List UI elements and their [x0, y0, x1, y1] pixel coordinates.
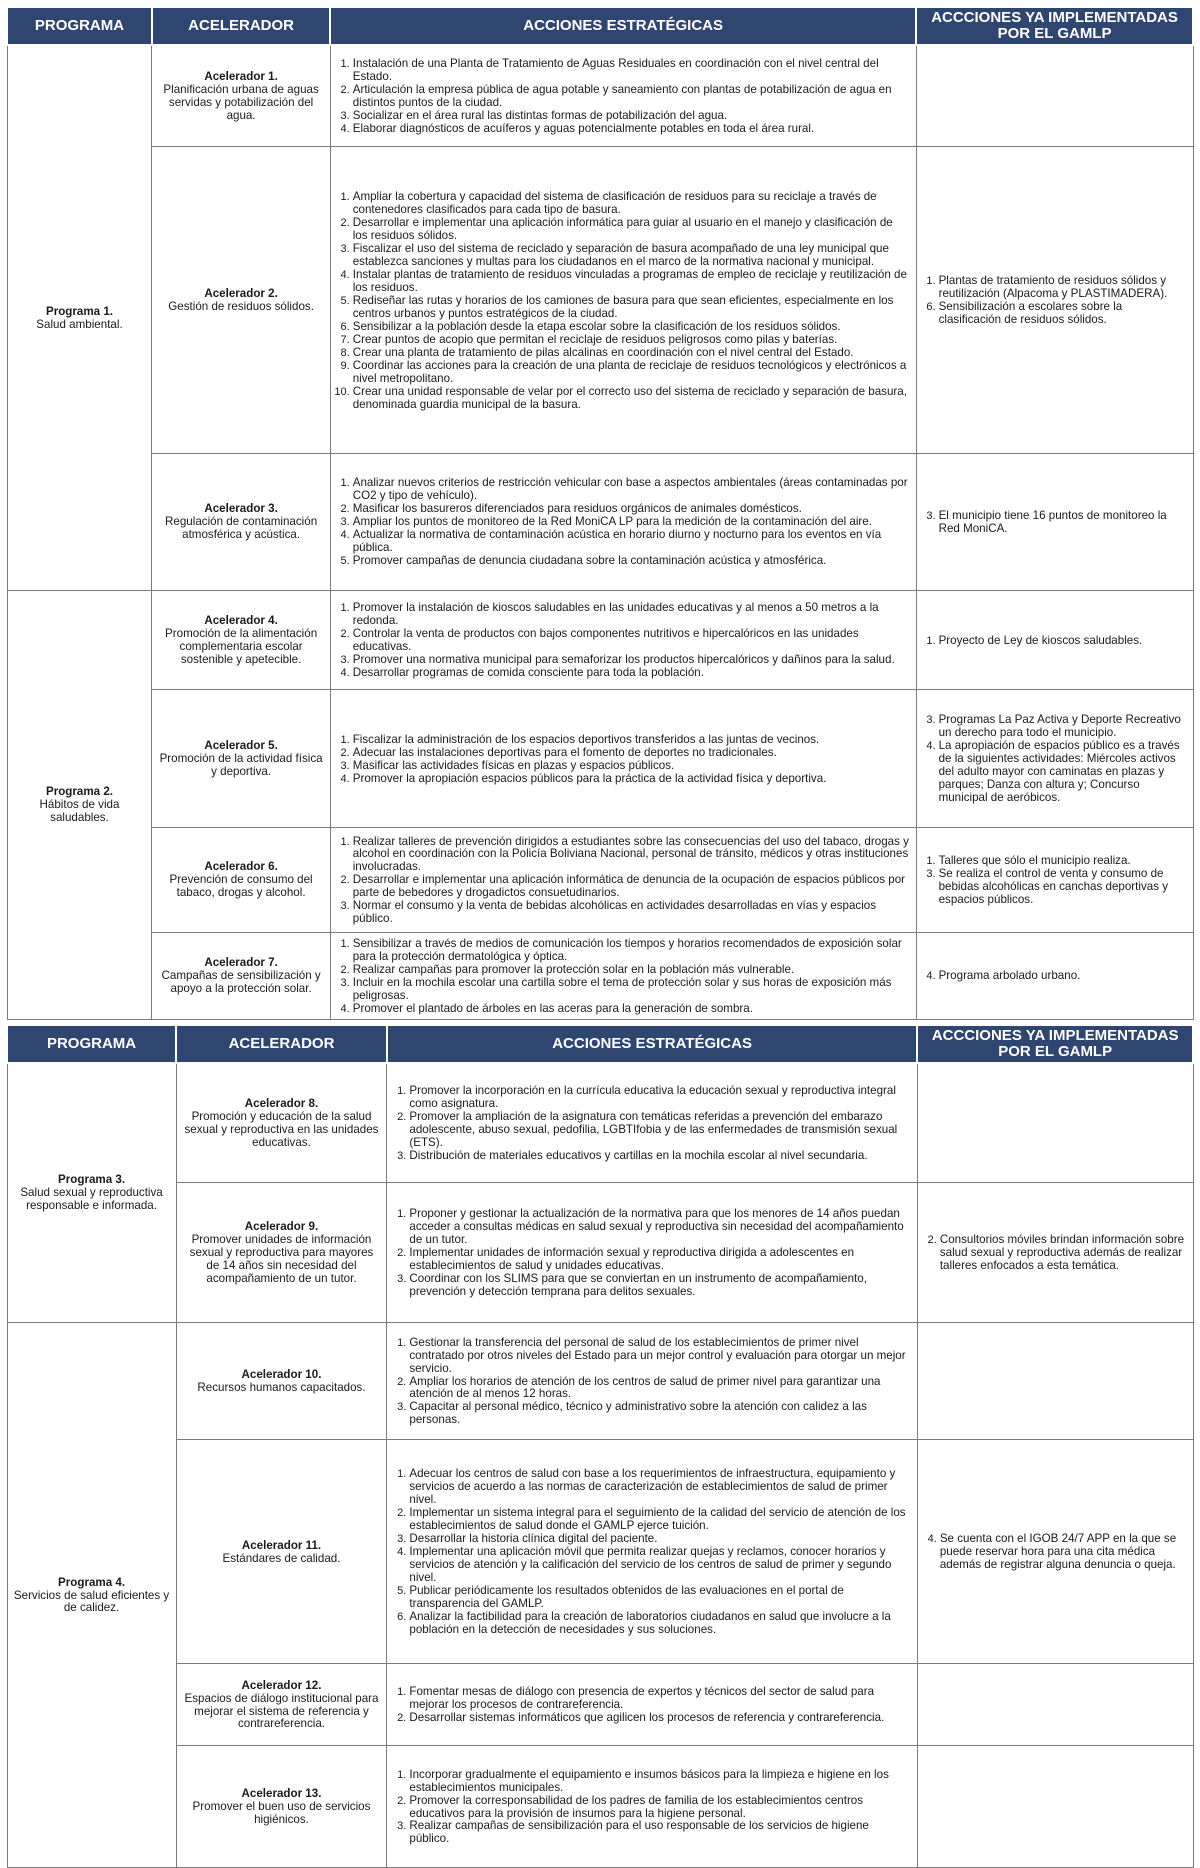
accelerator-name: Campañas de sensibilización y apoyo a la protección solar.	[161, 969, 321, 996]
accelerator-name: Gestión de residuos sólidos.	[168, 300, 314, 314]
accelerator-name: Estándares de calidad.	[222, 1551, 341, 1565]
header-acciones: ACCIONES ESTRATÉGICAS	[387, 1025, 917, 1063]
implemented-item: 3. Se realiza el control de venta y consumo de bebidas alcohólicas en canchas deportivas y espacios públicos.	[939, 867, 1187, 906]
implemented-cell	[916, 932, 1193, 1019]
implemented-list	[922, 1532, 1187, 1571]
accelerator-name: Regulación de contaminación atmosférica y acústica.	[165, 515, 318, 542]
action-item: 5. Promover campañas de denuncia ciudadana sobre la contaminación acústica y atmosférica.	[353, 554, 910, 567]
header-programa: PROGRAMA	[7, 7, 152, 45]
accelerator-cell	[176, 1063, 387, 1183]
implemented-cell	[917, 1664, 1193, 1746]
action-item: 3. Ampliar los puntos de monitoreo de la Red MoniCA LP para la medición de la contaminación del aire.	[353, 515, 910, 528]
action-item: 5. Publicar periódicamente los resultados obtenidos de las evaluaciones en el portal de transparencia del GAMLP.	[409, 1584, 910, 1610]
header-implementadas: ACCCIONES YA IMPLEMENTADAS POR EL GAMLP	[917, 1025, 1193, 1063]
accelerator-cell	[152, 453, 330, 590]
actions-list	[335, 937, 910, 1015]
accelerator-name: Promoción de la alimentación complementaria escolar sostenible y apetecible.	[165, 627, 318, 666]
accelerator-cell	[152, 590, 330, 689]
accelerator-name: Promover el buen uso de servicios higiénicos.	[192, 1800, 371, 1826]
action-item: 4. Promover el plantado de árboles en las aceras para la generación de sombra.	[353, 1002, 910, 1015]
action-item: 9. Coordinar las acciones para la creación de una planta de reciclaje de residuos tecnológicos y electrónicos a nivel metropolitano.	[353, 359, 910, 385]
action-item: 4. Promover la apropiación espacios públicos para la práctica de la actividad física y deportiva.	[353, 772, 910, 785]
table-row	[7, 828, 1193, 933]
strategy-table-part-2	[6, 1024, 1194, 1868]
table-row	[7, 690, 1193, 828]
accelerator-cell	[152, 690, 330, 828]
action-item: 4. Elaborar diagnósticos de acuíferos y aguas potencialmente potables en toda el área rural.	[353, 122, 910, 135]
action-item: 1. Promover la instalación de kioscos saludables en las unidades educativas y al menos a 50 metros a la redonda.	[353, 601, 910, 627]
header-acelerador: ACELERADOR	[176, 1025, 387, 1063]
table-row	[7, 590, 1193, 689]
action-item: 4. Actualizar la normativa de contaminación acústica en horario diurno y nocturno para los eventos en vía pública.	[353, 528, 910, 554]
actions-cell	[387, 1746, 917, 1868]
program-title: Programa 1.	[45, 304, 113, 318]
accelerator-title: Acelerador 1.	[204, 70, 278, 84]
accelerator-cell	[152, 828, 330, 933]
table-row	[7, 453, 1193, 590]
accelerator-name: Espacios de diálogo institucional para mejorar el sistema de referencia y contrareferencia.	[184, 1691, 379, 1731]
accelerator-cell	[152, 932, 330, 1019]
action-item: 4. Instalar plantas de tratamiento de residuos vinculadas a programas de empleo de reciclaje y reutilización de los residuos.	[353, 268, 910, 294]
header-acelerador: ACELERADOR	[152, 7, 330, 45]
accelerator-cell	[176, 1440, 387, 1664]
table-row	[7, 932, 1193, 1019]
program-title: Programa 4.	[58, 1575, 126, 1589]
actions-cell	[387, 1063, 917, 1183]
program-name: Salud ambiental.	[36, 317, 123, 331]
action-item: 3. Incluir en la mochila escolar una cartilla sobre el tema de protección solar y sus horas de exposición más peligrosas.	[353, 976, 910, 1002]
action-item: 3. Socializar en el área rural las distintas formas de potabilización del agua.	[353, 109, 910, 122]
strategy-table-part-1	[6, 6, 1194, 1020]
action-item: 1. Promover la incorporación en la currícula educativa la educación sexual y reproductiva integral como asignatura.	[409, 1084, 910, 1110]
program-cell	[7, 590, 152, 1019]
table-header-row	[7, 1025, 1193, 1063]
actions-cell	[330, 45, 916, 147]
accelerator-title: Acelerador 11.	[241, 1538, 322, 1552]
accelerator-cell	[176, 1323, 387, 1440]
action-item: 3. Fiscalizar el uso del sistema de reciclado y separación de basura acompañado de una ley municipal que establezca sanciones y multas para los ciudadanos en el marco de la normativa nacional y municipal.	[353, 242, 910, 268]
implemented-item: 3. Programas La Paz Activa y Deporte Recreativo un derecho para todo el municipio.	[939, 713, 1187, 739]
implemented-item: 4. Se cuenta con el IGOB 24/7 APP en la que se puede reservar hora para una cita médica además de registrar alguna denuncia o queja.	[940, 1532, 1187, 1571]
accelerator-title: Acelerador 13.	[241, 1787, 322, 1801]
accelerator-title: Acelerador 3.	[204, 502, 278, 516]
action-item: 2. Promover la ampliación de la asignatura con temáticas referidas a prevención del embarazo adolescente, abuso sexual, pedofilia, LGBTIfobia y de las enfermedades de transmisión sexual (ETS).	[409, 1110, 910, 1149]
action-item: 1. Proponer y gestionar la actualización de la normativa para que los menores de 14 años puedan acceder a consultas médicas en salud sexual y reproductiva sin necesidad del acompañamiento de un tutor.	[409, 1207, 910, 1246]
table-row	[7, 1183, 1193, 1323]
accelerator-title: Acelerador 7.	[204, 956, 278, 970]
header-implementadas: ACCCIONES YA IMPLEMENTADAS POR EL GAMLP	[916, 7, 1193, 45]
program-name: Salud sexual y reproductiva responsable e informada.	[20, 1186, 163, 1213]
implemented-list	[921, 274, 1187, 326]
action-item: 2. Implementar unidades de información sexual y reproductiva dirigida a adolescentes en establecimientos de salud y unidades educativas.	[409, 1246, 910, 1272]
accelerator-name: Prevención de consumo del tabaco, drogas y alcohol.	[169, 873, 313, 900]
program-title: Programa 3.	[58, 1173, 126, 1187]
accelerator-title: Acelerador 5.	[204, 739, 278, 753]
action-item: 10. Crear una unidad responsable de velar por el correcto uso del sistema de reciclado y separación de basura, denominada guardia municipal de la basura.	[353, 385, 910, 411]
implemented-cell	[917, 1063, 1193, 1183]
action-item: 1. Gestionar la transferencia del personal de salud de los establecimientos de primer nivel contratado por otros niveles del Estado para un mejor control y evaluación para otorgar un mejor servicio.	[409, 1336, 910, 1375]
implemented-cell	[916, 590, 1193, 689]
action-item: 1. Incorporar gradualmente el equipamiento e insumos básicos para la limpieza e higiene en los establecimientos municipales.	[409, 1768, 910, 1794]
action-item: 2. Ampliar los horarios de atención de los centros de salud de primer nivel para garantizar una atención de al menos 12 horas.	[409, 1375, 910, 1401]
actions-list	[391, 1768, 910, 1846]
action-item: 3. Distribución de materiales educativos y cartillas en la mochila escolar al nivel secundaria.	[409, 1149, 910, 1162]
action-item: 3. Desarrollar la historia clínica digital del paciente.	[409, 1532, 910, 1545]
accelerator-name: Planificación urbana de aguas servidas y potabilización del agua.	[163, 83, 319, 122]
actions-list	[335, 601, 910, 679]
action-item: 2. Promover la corresponsabilidad de los padres de familia de los establecimientos centros educativos para la provisión de insumos para la higiene personal.	[409, 1794, 910, 1820]
table-row	[7, 1323, 1193, 1440]
table-row	[7, 1664, 1193, 1746]
actions-cell	[387, 1323, 917, 1440]
header-programa: PROGRAMA	[7, 1025, 176, 1063]
actions-list	[335, 733, 910, 785]
implemented-cell	[916, 45, 1193, 147]
accelerator-cell	[176, 1746, 387, 1868]
accelerator-title: Acelerador 6.	[204, 860, 278, 874]
implemented-item: 1. Proyecto de Ley de kioscos saludables.	[939, 634, 1187, 647]
action-item: 2. Controlar la venta de productos con bajos componentes nutritivos e hipercalóricos en las unidades educativas.	[353, 627, 910, 653]
action-item: 2. Realizar campañas para promover la protección solar en la población más vulnerable.	[353, 963, 910, 976]
accelerator-name: Promover unidades de información sexual y reproductiva para mayores de 14 años sin necesidad del acompañamiento de un tutor.	[189, 1233, 374, 1285]
implemented-item: 2. Consultorios móviles brindan información sobre salud sexual y reproductiva además de realizar talleres enfocados a esta temática.	[940, 1233, 1187, 1272]
action-item: 2. Articulación la empresa pública de agua potable y saneamiento con plantas de potabilización de agua en distintos puntos de la ciudad.	[353, 83, 910, 109]
program-name: Servicios de salud eficientes y de calidez.	[13, 1588, 170, 1615]
action-item: 1. Realizar talleres de prevención dirigidos a estudiantes sobre las consecuencias del uso del tabaco, drogas y alcohol en coordinación con la Policía Boliviana Nacional, personal de tránsito, médicos y otras instituciones involucradas.	[353, 835, 910, 874]
actions-cell	[330, 590, 916, 689]
action-item: 3. Realizar campañas de sensibilización para el uso responsable de los servicios de higiene público.	[409, 1819, 910, 1845]
table-row	[7, 147, 1193, 453]
action-item: 3. Promover una normativa municipal para semaforizar los productos hipercalóricos y dañinos para la salud.	[353, 653, 910, 666]
actions-list	[391, 1084, 910, 1162]
implemented-item: 6. Sensibilización a escolares sobre la clasificación de residuos sólidos.	[939, 300, 1187, 326]
accelerator-title: Acelerador 8.	[244, 1096, 319, 1110]
implemented-item: 4. La apropiación de espacios público es a través de la siguientes actividades: Miércoles activos del adulto mayor con caminatas en plazas y parques; Danza con altura y; Concurso municipal de aeróbicos.	[939, 739, 1187, 804]
accelerator-title: Acelerador 2.	[204, 287, 278, 301]
action-item: 3. Capacitar al personal médico, técnico y administrativo sobre la atención con calidez a las personas.	[409, 1400, 910, 1426]
implemented-cell	[916, 690, 1193, 828]
implemented-list	[921, 854, 1187, 906]
action-item: 1. Adecuar los centros de salud con base a los requerimientos de infraestructura, equipamiento y servicios de acuerdo a las normas de caracterización de establecimientos de salud de primer nivel.	[409, 1467, 910, 1506]
actions-cell	[387, 1664, 917, 1746]
action-item: 1. Sensibilizar a través de medios de comunicación los tiempos y horarios recomendados de exposición solar para la protección dermatológica y óptica.	[353, 937, 910, 963]
table-row	[7, 1440, 1193, 1664]
action-item: 1. Ampliar la cobertura y capacidad del sistema de clasificación de residuos para su reciclaje a través de contenedores clasificados para cada tipo de basura.	[353, 190, 910, 216]
action-item: 2. Adecuar las instalaciones deportivas para el fomento de deportes no tradicionales.	[353, 746, 910, 759]
implemented-cell	[916, 453, 1193, 590]
action-item: 8. Crear una planta de tratamiento de pilas alcalinas en coordinación con el nivel central del Estado.	[353, 346, 910, 359]
actions-list	[335, 190, 910, 411]
action-item: 3. Normar el consumo y la venta de bebidas alcohólicas en actividades desarrolladas en vías y espacios público.	[353, 899, 910, 925]
implemented-item: 1. Plantas de tratamiento de residuos sólidos y reutilización (Alpacoma y PLASTIMADERA).	[939, 274, 1187, 300]
actions-cell	[387, 1183, 917, 1323]
implemented-list	[921, 969, 1187, 982]
action-item: 2. Desarrollar e implementar una aplicación informática para guiar al usuario en el manejo y clasificación de los residuos sólidos.	[353, 216, 910, 242]
implemented-item: 4. Programa arbolado urbano.	[939, 969, 1187, 982]
implemented-cell	[917, 1183, 1193, 1323]
implemented-list	[921, 509, 1187, 535]
actions-list	[391, 1336, 910, 1427]
implemented-list	[922, 1233, 1187, 1272]
action-item: 1. Fiscalizar la administración de los espacios deportivos transferidos a las juntas de vecinos.	[353, 733, 910, 746]
action-item: 6. Analizar la factibilidad para la creación de laboratorios ciudadanos en salud que involucre a la población en la detección de necesidades y sus soluciones.	[409, 1610, 910, 1636]
action-item: 3. Masificar las actividades físicas en plazas y espacios públicos.	[353, 759, 910, 772]
implemented-list	[921, 713, 1187, 804]
accelerator-name: Promoción de la actividad física y deportiva.	[159, 752, 323, 779]
implemented-cell	[917, 1440, 1193, 1664]
program-cell	[7, 45, 152, 591]
action-item: 3. Coordinar con los SLIMS para que se conviertan en un instrumento de acompañamiento, prevención y detección temprana para delitos sexuales.	[409, 1272, 910, 1298]
actions-list	[335, 835, 910, 926]
actions-list	[335, 57, 910, 135]
action-item: 4. Implementar una aplicación móvil que permita realizar quejas y reclamos, conocer horarios y servicios de atención y la calificación del servicio de los centros de salud de primer y segundo nivel.	[409, 1545, 910, 1584]
accelerator-title: Acelerador 10.	[241, 1368, 322, 1382]
accelerator-cell	[152, 45, 330, 147]
action-item: 1. Fomentar mesas de diálogo con presencia de expertos y técnicos del sector de salud para mejorar los procesos de contrareferencia.	[409, 1685, 910, 1711]
actions-cell	[330, 828, 916, 933]
actions-cell	[330, 147, 916, 453]
action-item: 4. Desarrollar programas de comida consciente para toda la población.	[353, 666, 910, 679]
actions-list	[335, 476, 910, 567]
accelerator-cell	[152, 147, 330, 453]
program-name: Hábitos de vida saludables.	[39, 798, 120, 825]
header-acciones: ACCIONES ESTRATÉGICAS	[330, 7, 916, 45]
accelerator-name: Recursos humanos capacitados.	[197, 1381, 366, 1394]
table-row	[7, 45, 1193, 147]
accelerator-cell	[176, 1183, 387, 1323]
implemented-list	[921, 634, 1187, 647]
action-item: 5. Rediseñar las rutas y horarios de los camiones de basura para que sean eficientes, especialmente en los centros urbanos y puntos estratégicos de la ciudad.	[353, 294, 910, 320]
action-item: 2. Desarrollar sistemas informáticos que agilicen los procesos de referencia y contrareferencia.	[409, 1711, 910, 1724]
implemented-cell	[916, 828, 1193, 933]
actions-list	[391, 1685, 910, 1724]
table-row	[7, 1063, 1193, 1183]
table-row	[7, 1746, 1193, 1868]
implemented-cell	[917, 1323, 1193, 1440]
action-item: 2. Desarrollar e implementar una aplicación informática de denuncia de la ocupación de espacios públicos por parte de bebedores y drogadictos consuetudinarios.	[353, 873, 910, 899]
program-cell	[7, 1063, 176, 1323]
implemented-cell	[916, 147, 1193, 453]
actions-cell	[330, 453, 916, 590]
table-header-row	[7, 7, 1193, 45]
implemented-item: 1. Talleres que sólo el municipio realiza.	[939, 854, 1187, 867]
actions-list	[391, 1467, 910, 1636]
action-item: 2. Masificar los basureros diferenciados para residuos orgánicos de animales domésticos.	[353, 502, 910, 515]
action-item: 1. Instalación de una Planta de Tratamiento de Aguas Residuales en coordinación con el nivel central del Estado.	[353, 57, 910, 83]
implemented-item: 3. El municipio tiene 16 puntos de monitoreo la Red MoniCA.	[939, 509, 1187, 535]
action-item: 1. Analizar nuevos criterios de restricción vehicular con base a aspectos ambientales (áreas contaminadas por CO2 y tipo de vehículo).	[353, 476, 910, 502]
actions-cell	[387, 1440, 917, 1664]
program-title: Programa 2.	[45, 785, 113, 799]
accelerator-title: Acelerador 9.	[244, 1220, 319, 1234]
accelerator-cell	[176, 1664, 387, 1746]
accelerator-name: Promoción y educación de la salud sexual y reproductiva en las unidades educativas.	[184, 1109, 379, 1149]
actions-list	[391, 1207, 910, 1298]
actions-cell	[330, 690, 916, 828]
action-item: 6. Sensibilizar a la población desde la etapa escolar sobre la clasificación de los residuos sólidos.	[353, 320, 910, 333]
accelerator-title: Acelerador 12.	[241, 1678, 322, 1692]
actions-cell	[330, 932, 916, 1019]
accelerator-title: Acelerador 4.	[204, 614, 278, 628]
action-item: 7. Crear puntos de acopio que permitan el reciclaje de residuos peligrosos como pilas y baterías.	[353, 333, 910, 346]
program-cell	[7, 1323, 176, 1868]
implemented-cell	[917, 1746, 1193, 1868]
action-item: 2. Implementar un sistema integral para el seguimiento de la calidad del servicio de atención de los establecimientos de salud donde el GAMLP ejerce tuición.	[409, 1506, 910, 1532]
